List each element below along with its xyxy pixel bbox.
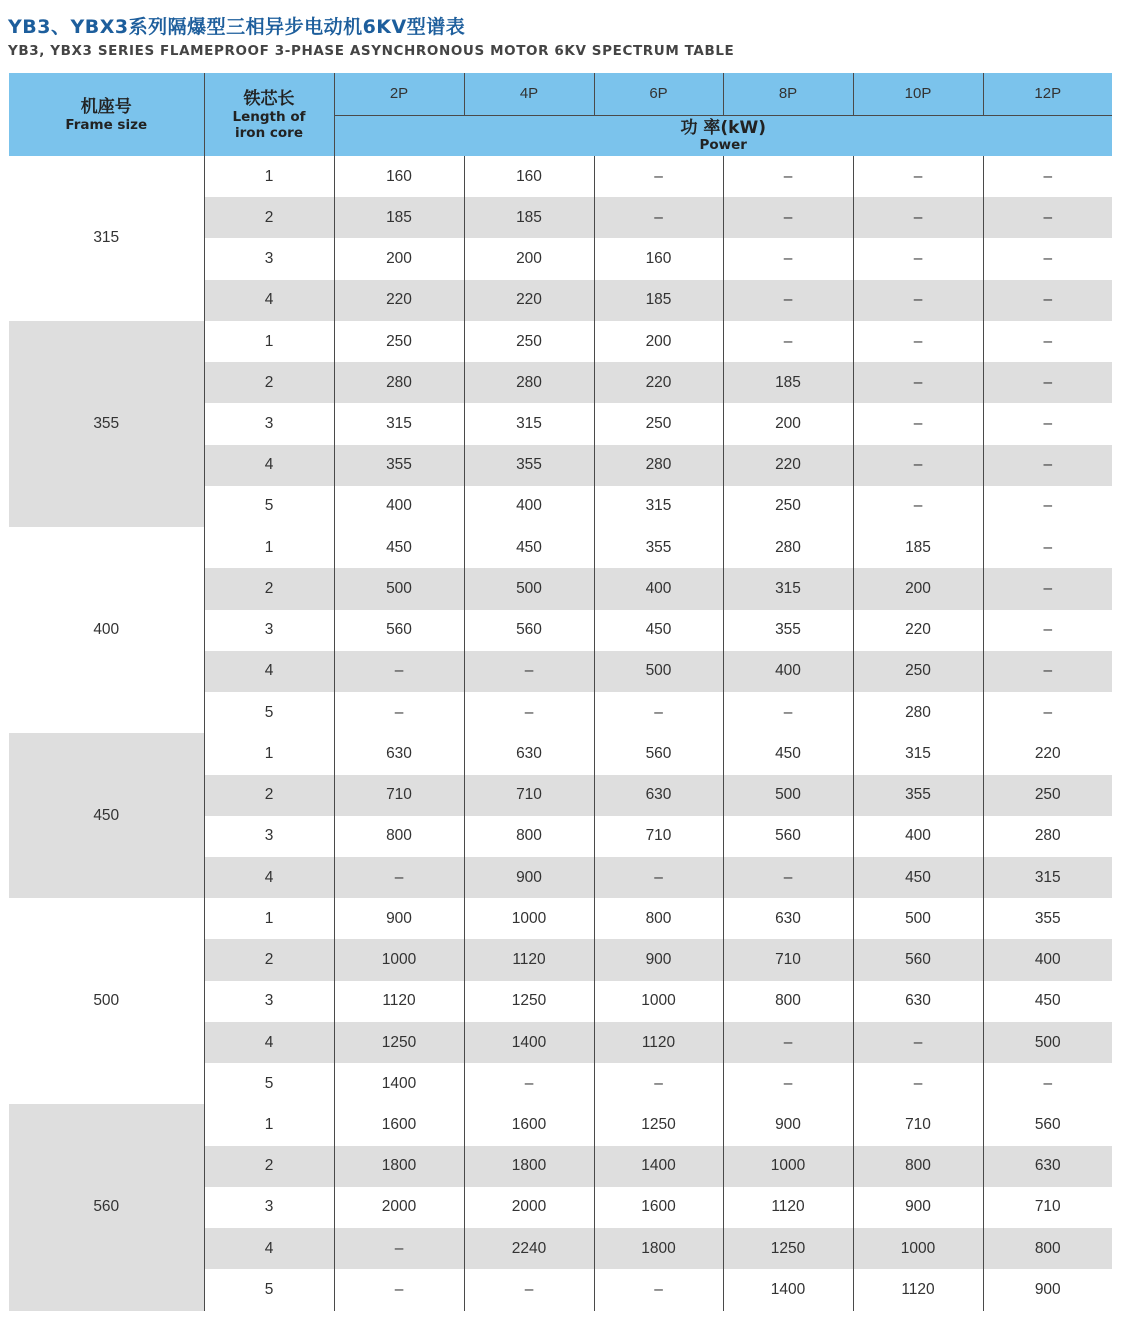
power-value-cell: 560 — [983, 1104, 1112, 1145]
power-value-cell: 220 — [334, 280, 464, 321]
frame-size-cell: 450 — [9, 733, 204, 898]
power-header-cn: 功 率(kW) — [680, 118, 766, 139]
iron-core-cell: 5 — [204, 692, 334, 733]
pole-header-2p: 2P — [334, 73, 464, 115]
power-value-cell: 355 — [853, 775, 983, 816]
iron-core-cell: 1 — [204, 898, 334, 939]
power-value-cell: – — [464, 1269, 594, 1310]
power-value-cell: 1250 — [723, 1228, 853, 1269]
table-header — [9, 73, 1112, 156]
pole-header-12p: 12P — [983, 73, 1112, 115]
table-row — [9, 321, 1112, 362]
power-value-cell: 160 — [334, 156, 464, 197]
power-value-cell: 630 — [464, 733, 594, 774]
power-value-cell: – — [723, 1022, 853, 1063]
power-value-cell: 630 — [723, 898, 853, 939]
power-value-cell: 355 — [723, 610, 853, 651]
power-value-cell: 355 — [334, 445, 464, 486]
power-value-cell: 250 — [983, 775, 1112, 816]
power-value-cell: 630 — [853, 981, 983, 1022]
power-value-cell: 1120 — [723, 1187, 853, 1228]
power-value-cell: 315 — [853, 733, 983, 774]
table-row — [9, 898, 1112, 939]
power-value-cell: 500 — [853, 898, 983, 939]
power-value-cell: 315 — [723, 568, 853, 609]
power-value-cell: – — [334, 857, 464, 898]
power-value-cell: 710 — [334, 775, 464, 816]
power-value-cell: 185 — [723, 362, 853, 403]
iron-core-cell: 4 — [204, 651, 334, 692]
iron-core-cell: 2 — [204, 775, 334, 816]
power-value-cell: 250 — [594, 403, 723, 444]
frame-size-header-en: Frame size — [65, 116, 148, 133]
power-value-cell: 200 — [464, 238, 594, 279]
power-value-cell: – — [983, 321, 1112, 362]
power-value-cell: 630 — [983, 1146, 1112, 1187]
iron-core-cell: 1 — [204, 321, 334, 362]
page-title: YB3、YBX3系列隔爆型三相异步电动机6KV型谱表 — [8, 16, 466, 38]
power-value-cell: – — [853, 156, 983, 197]
power-value-cell: – — [464, 1063, 594, 1104]
power-value-cell: 400 — [723, 651, 853, 692]
pole-header-6p: 6P — [594, 73, 723, 115]
power-value-cell: – — [723, 280, 853, 321]
power-value-cell: – — [594, 692, 723, 733]
power-value-cell: 355 — [464, 445, 594, 486]
power-value-cell: 500 — [983, 1022, 1112, 1063]
frame-size-header — [9, 73, 204, 156]
power-value-cell: 1000 — [334, 939, 464, 980]
pole-header-8p: 8P — [723, 73, 853, 115]
power-value-cell: – — [464, 692, 594, 733]
frame-size-header-cn: 机座号 — [80, 96, 132, 117]
power-value-cell: 1250 — [594, 1104, 723, 1145]
power-value-cell: – — [723, 321, 853, 362]
power-value-cell: 500 — [594, 651, 723, 692]
power-value-cell: 355 — [594, 527, 723, 568]
power-value-cell: 1120 — [334, 981, 464, 1022]
power-value-cell: 160 — [594, 238, 723, 279]
iron-core-cell: 4 — [204, 1228, 334, 1269]
power-value-cell: 280 — [723, 527, 853, 568]
iron-core-cell: 3 — [204, 981, 334, 1022]
power-value-cell: 900 — [723, 1104, 853, 1145]
iron-core-cell: 2 — [204, 1146, 334, 1187]
power-value-cell: 1000 — [853, 1228, 983, 1269]
power-value-cell: 900 — [983, 1269, 1112, 1310]
power-value-cell: 160 — [464, 156, 594, 197]
power-value-cell: – — [334, 1269, 464, 1310]
power-header-en: Power — [699, 137, 747, 154]
power-value-cell: – — [594, 1269, 723, 1310]
iron-core-cell: 3 — [204, 403, 334, 444]
power-value-cell: – — [983, 280, 1112, 321]
iron-core-cell: 3 — [204, 238, 334, 279]
iron-core-cell: 2 — [204, 939, 334, 980]
power-value-cell: 185 — [594, 280, 723, 321]
power-value-cell: – — [594, 197, 723, 238]
power-value-cell: 280 — [334, 362, 464, 403]
power-value-cell: 250 — [723, 486, 853, 527]
power-value-cell: – — [594, 156, 723, 197]
power-value-cell: 1120 — [853, 1269, 983, 1310]
iron-core-cell: 3 — [204, 1187, 334, 1228]
power-value-cell: 250 — [853, 651, 983, 692]
iron-core-cell: 4 — [204, 1022, 334, 1063]
power-value-cell: 1600 — [594, 1187, 723, 1228]
power-value-cell: 1800 — [594, 1228, 723, 1269]
power-value-cell: 630 — [594, 775, 723, 816]
power-value-cell: 1250 — [334, 1022, 464, 1063]
power-value-cell: 315 — [594, 486, 723, 527]
power-value-cell: – — [853, 280, 983, 321]
power-value-cell: 315 — [334, 403, 464, 444]
power-value-cell: 560 — [853, 939, 983, 980]
power-value-cell: – — [334, 692, 464, 733]
power-value-cell: – — [853, 321, 983, 362]
power-value-cell: 560 — [594, 733, 723, 774]
power-value-cell: 500 — [464, 568, 594, 609]
power-value-cell: 280 — [853, 692, 983, 733]
power-value-cell: 450 — [983, 981, 1112, 1022]
iron-core-cell: 2 — [204, 568, 334, 609]
iron-core-cell: 2 — [204, 362, 334, 403]
power-value-cell: 400 — [853, 816, 983, 857]
power-value-cell: 800 — [853, 1146, 983, 1187]
power-value-cell: 2000 — [464, 1187, 594, 1228]
power-value-cell: 220 — [853, 610, 983, 651]
power-value-cell: 710 — [853, 1104, 983, 1145]
iron-core-cell: 1 — [204, 733, 334, 774]
power-value-cell: – — [723, 156, 853, 197]
power-value-cell: – — [334, 651, 464, 692]
power-value-cell: – — [983, 445, 1112, 486]
power-value-cell: – — [853, 486, 983, 527]
power-value-cell: 450 — [853, 857, 983, 898]
power-value-cell: 450 — [464, 527, 594, 568]
power-value-cell: 800 — [723, 981, 853, 1022]
power-value-cell: 500 — [723, 775, 853, 816]
spectrum-table — [9, 73, 1112, 1311]
power-value-cell: 185 — [334, 197, 464, 238]
power-value-cell: – — [723, 857, 853, 898]
power-value-cell: 200 — [334, 238, 464, 279]
power-value-cell: – — [983, 1063, 1112, 1104]
iron-core-cell: 4 — [204, 445, 334, 486]
power-value-cell: 2000 — [334, 1187, 464, 1228]
power-value-cell: – — [853, 403, 983, 444]
power-value-cell: 1000 — [723, 1146, 853, 1187]
power-value-cell: 710 — [723, 939, 853, 980]
power-value-cell: – — [983, 362, 1112, 403]
power-value-cell: 1600 — [464, 1104, 594, 1145]
power-value-cell: 800 — [594, 898, 723, 939]
power-value-cell: 500 — [334, 568, 464, 609]
iron-core-cell: 5 — [204, 486, 334, 527]
power-value-cell: 400 — [594, 568, 723, 609]
frame-size-cell: 355 — [9, 321, 204, 527]
power-value-cell: 1400 — [334, 1063, 464, 1104]
power-value-cell: – — [983, 403, 1112, 444]
power-value-cell: 1400 — [464, 1022, 594, 1063]
power-value-cell: 250 — [464, 321, 594, 362]
power-value-cell: 800 — [983, 1228, 1112, 1269]
power-value-cell: 1400 — [723, 1269, 853, 1310]
power-value-cell: – — [723, 692, 853, 733]
power-value-cell: 1120 — [464, 939, 594, 980]
power-value-cell: 200 — [853, 568, 983, 609]
power-value-cell: 900 — [594, 939, 723, 980]
power-value-cell: 900 — [853, 1187, 983, 1228]
table-body — [9, 156, 1112, 1311]
power-value-cell: 400 — [983, 939, 1112, 980]
power-value-cell: – — [983, 486, 1112, 527]
iron-core-cell: 5 — [204, 1063, 334, 1104]
power-value-cell: – — [853, 238, 983, 279]
power-value-cell: 1800 — [464, 1146, 594, 1187]
power-value-cell: 450 — [334, 527, 464, 568]
power-value-cell: – — [723, 238, 853, 279]
power-value-cell: 200 — [723, 403, 853, 444]
power-value-cell: 355 — [983, 898, 1112, 939]
power-value-cell: 710 — [983, 1187, 1112, 1228]
power-value-cell: – — [983, 651, 1112, 692]
power-value-cell: – — [723, 197, 853, 238]
iron-core-header-en-2: iron core — [235, 124, 303, 141]
power-value-cell: 450 — [723, 733, 853, 774]
frame-size-cell: 560 — [9, 1104, 204, 1310]
iron-core-cell: 1 — [204, 527, 334, 568]
power-value-cell: 220 — [723, 445, 853, 486]
power-value-cell: 560 — [334, 610, 464, 651]
power-value-cell: – — [464, 651, 594, 692]
power-value-cell: – — [853, 1022, 983, 1063]
power-value-cell: 1600 — [334, 1104, 464, 1145]
table-row — [9, 527, 1112, 568]
power-value-cell: 1120 — [594, 1022, 723, 1063]
power-value-cell: 1000 — [594, 981, 723, 1022]
power-value-cell: 1800 — [334, 1146, 464, 1187]
power-value-cell: 800 — [334, 816, 464, 857]
power-value-cell: 710 — [464, 775, 594, 816]
power-value-cell: 900 — [464, 857, 594, 898]
power-value-cell: – — [983, 692, 1112, 733]
power-value-cell: – — [983, 610, 1112, 651]
frame-size-cell: 315 — [9, 156, 204, 321]
power-value-cell: 185 — [464, 197, 594, 238]
power-value-cell: 1000 — [464, 898, 594, 939]
iron-core-cell: 4 — [204, 857, 334, 898]
power-value-cell: – — [983, 238, 1112, 279]
power-value-cell: – — [983, 156, 1112, 197]
iron-core-cell: 5 — [204, 1269, 334, 1310]
power-value-cell: 220 — [594, 362, 723, 403]
power-value-cell: 220 — [464, 280, 594, 321]
iron-core-cell: 3 — [204, 610, 334, 651]
frame-size-cell: 500 — [9, 898, 204, 1104]
power-value-cell: 400 — [464, 486, 594, 527]
power-value-cell: – — [983, 568, 1112, 609]
power-value-cell: – — [853, 1063, 983, 1104]
power-value-cell: 560 — [464, 610, 594, 651]
page-subtitle: YB3, YBX3 SERIES FLAMEPROOF 3-PHASE ASYNCHRONOUS MOTOR 6KV SPECTRUM TABLE — [8, 43, 735, 59]
power-value-cell: – — [594, 857, 723, 898]
table-row — [9, 733, 1112, 774]
power-value-cell: – — [983, 197, 1112, 238]
power-value-cell: 710 — [594, 816, 723, 857]
power-value-cell: 630 — [334, 733, 464, 774]
power-value-cell: 200 — [594, 321, 723, 362]
power-value-cell: 315 — [983, 857, 1112, 898]
power-value-cell: – — [853, 445, 983, 486]
power-value-cell: 185 — [853, 527, 983, 568]
frame-size-cell: 400 — [9, 527, 204, 733]
power-value-cell: 800 — [464, 816, 594, 857]
power-value-cell: – — [594, 1063, 723, 1104]
iron-core-cell: 2 — [204, 197, 334, 238]
table-row — [9, 156, 1112, 197]
power-value-cell: – — [334, 1228, 464, 1269]
iron-core-header-cn: 铁芯长 — [243, 88, 295, 109]
iron-core-cell: 1 — [204, 1104, 334, 1145]
power-value-cell: – — [983, 527, 1112, 568]
power-value-cell: 450 — [594, 610, 723, 651]
pole-header-10p: 10P — [853, 73, 983, 115]
power-value-cell: – — [723, 1063, 853, 1104]
power-value-cell: 1400 — [594, 1146, 723, 1187]
power-value-cell: 280 — [983, 816, 1112, 857]
power-value-cell: – — [853, 362, 983, 403]
power-value-cell: 280 — [594, 445, 723, 486]
power-value-cell: 400 — [334, 486, 464, 527]
pole-header-4p: 4P — [464, 73, 594, 115]
power-value-cell: 1250 — [464, 981, 594, 1022]
power-value-cell: 220 — [983, 733, 1112, 774]
iron-core-header — [204, 73, 334, 156]
power-value-cell: 280 — [464, 362, 594, 403]
power-header — [334, 115, 1112, 156]
power-value-cell: 900 — [334, 898, 464, 939]
iron-core-cell: 1 — [204, 156, 334, 197]
power-value-cell: – — [853, 197, 983, 238]
power-value-cell: 2240 — [464, 1228, 594, 1269]
power-value-cell: 250 — [334, 321, 464, 362]
iron-core-header-en-1: Length of — [232, 108, 306, 125]
iron-core-cell: 4 — [204, 280, 334, 321]
table-row — [9, 1104, 1112, 1145]
power-value-cell: 560 — [723, 816, 853, 857]
power-value-cell: 315 — [464, 403, 594, 444]
iron-core-cell: 3 — [204, 816, 334, 857]
